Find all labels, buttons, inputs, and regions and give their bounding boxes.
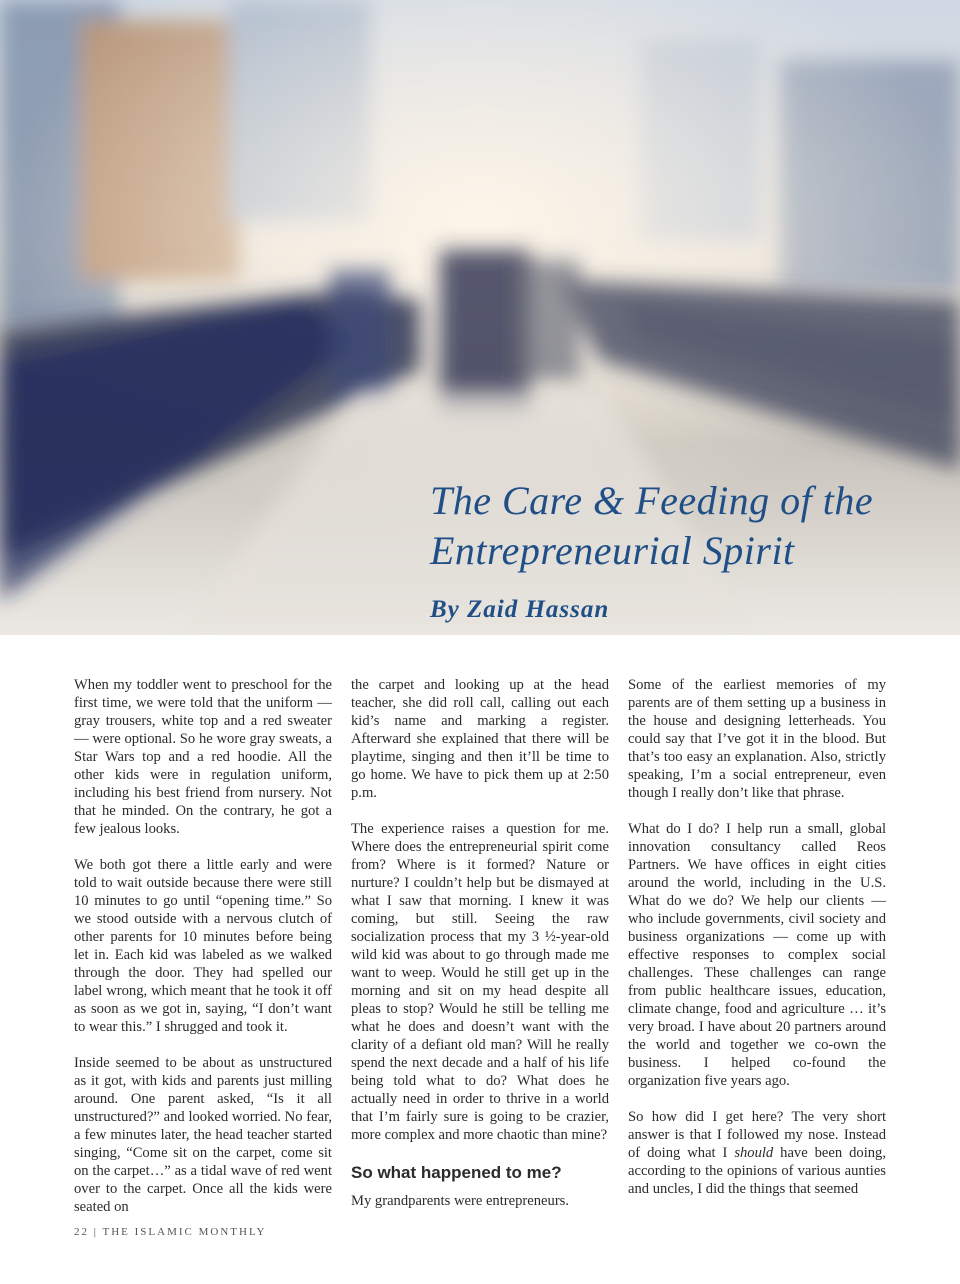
paragraph: The experience raises a question for me. Where does the entrepreneurial spirit come from? Where is it formed? Nature or nurture? I couldn’t help but be dismayed at what I saw that morning. I knew it was coming, but still. Seeing the raw socialization process that my 3 ½-year-old wild kid was about to go through made me want to weep. Would he still get up in the morning and sit on my head despite all pleas to stop? Would he still be telling me what he does and doesn’t want with the clarity of a defiant old man? Will he really spend the next decade and a half of his life being told what to do? What does he actually need in order to thrive in a world that I’m fairly sure is going to be crazier, more complex and more chaotic than mine?	[351, 821, 609, 1143]
text-column-1	[74, 676, 332, 1234]
paragraph: Inside seemed to be about as unstructured as it got, with kids and parents just milling around. One parent asked, “Is it all unstructured?” and looked worried. No fear, a few minutes later, the head teacher started singing, “Come sit on the carpet, come sit on the carpet…” as a tidal wave of red went over to the carpet. Once all the kids were seated on	[74, 1055, 332, 1215]
article-title: The Care & Feeding of the Entrepreneurial Spirit	[430, 478, 874, 573]
text-column-2	[351, 676, 609, 1228]
section-subhead: So what happened to me?	[351, 1163, 562, 1182]
hero-photo	[0, 0, 960, 635]
paragraph: Some of the earliest memories of my parents are of them setting up a business in the house and designing letterheads. You could say that I’ve got it in the blood. But that’s too easy an explanation. Also, strictly speaking, I’m a social entrepreneur, even though I really don’t like that phrase.	[628, 677, 886, 801]
paragraph	[628, 1108, 886, 1198]
title-block	[430, 476, 950, 624]
text-run: So how did I get here? The very short answer is that I followed my nose. Instead of doing what I	[628, 1109, 886, 1161]
article-byline: By Zaid Hassan	[430, 596, 610, 623]
paragraph: the carpet and looking up at the head teacher, she did roll call, calling out each kid’s name and marking a register. Afterward she explained that there will be playtime, singing and then it’ll be time to go home. We have to pick them up at 2:50 p.m.	[351, 677, 609, 801]
paragraph: What do I do? I help run a small, global innovation consultancy called Reos Partners. We have offices in eight cities around the world, including in the U.S. What do we do? We help our clients — who include governments, civil society and business organizations — come up with effective responses to complex social challenges. These challenges can range from public healthcare issues, education, climate change, food and agriculture … it’s very broad. I have about 20 partners around the world and together we co-own the business. I helped co-found the organization five years ago.	[628, 821, 886, 1089]
text-column-3	[628, 676, 886, 1216]
emphasis: should	[734, 1145, 774, 1161]
page-footer: 22 | THE ISLAMIC MONTHLY	[74, 1226, 267, 1238]
text-run: have been doing, according to the opinions of various aunties and uncles, I did the things that seemed	[628, 1145, 886, 1197]
paragraph: When my toddler went to preschool for the first time, we were told that the uniform — gray trousers, white top and a red sweater — were optional. So he wore gray sweats, a Star Wars top and a red hoodie. All the other kids were in regulation uniform, including his best friend from nursery. Not that he minded. On the contrary, he got a few jealous looks.	[74, 677, 332, 837]
paragraph: We both got there a little early and were told to wait outside because there were still 10 minutes to go until “opening time.” So we stood outside with a nervous clutch of other parents for 10 minutes before being let in. Each kid was labeled as we walked through the door. They had spelled our label wrong, which meant that he took it off as soon as we got in, saying, “I don’t want to wear this.” I shrugged and took it.	[74, 857, 332, 1035]
paragraph: My grandparents were entrepreneurs.	[351, 1193, 570, 1209]
